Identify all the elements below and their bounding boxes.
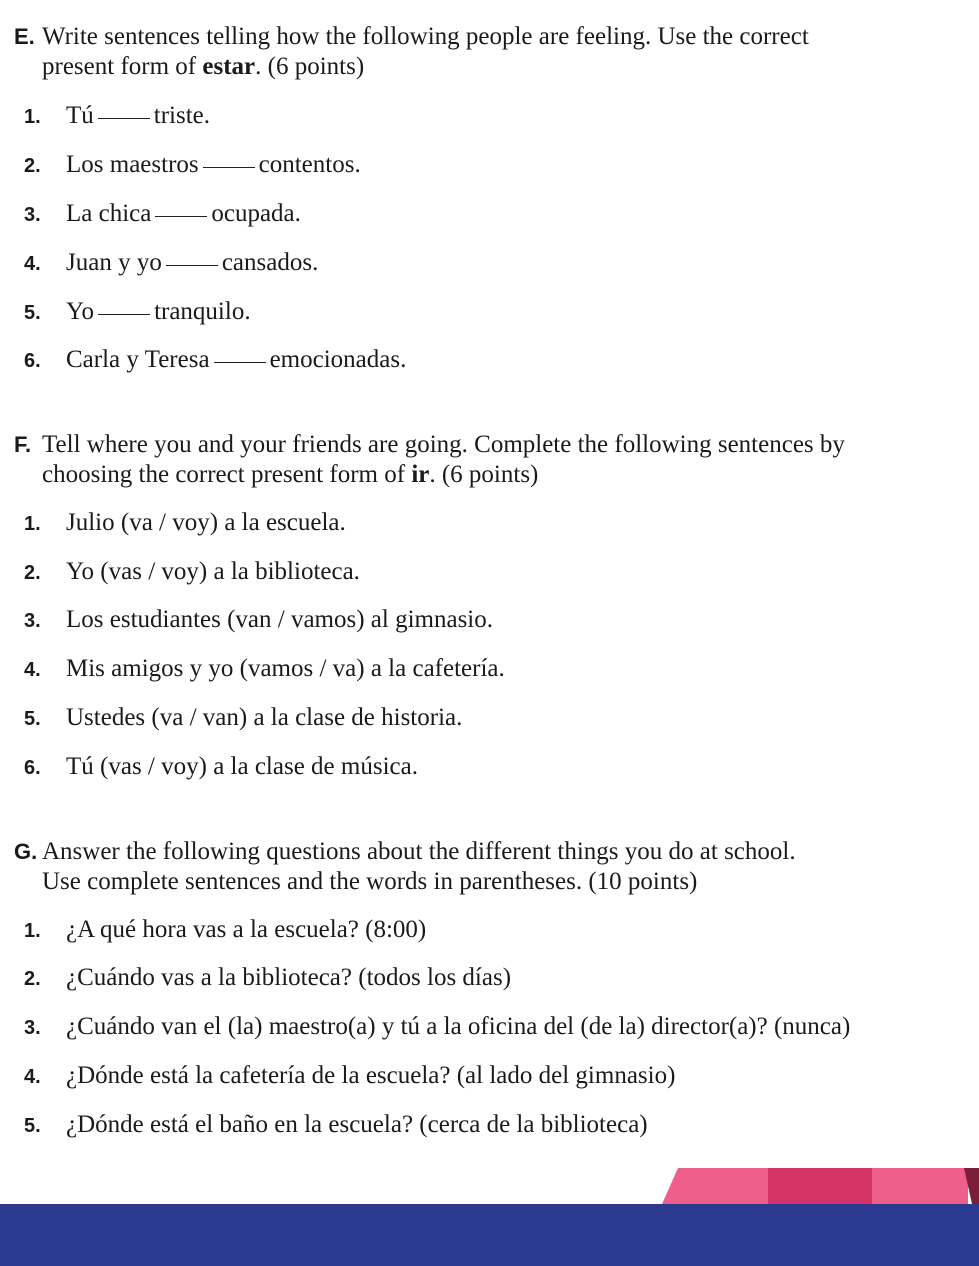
item-number: 5. [24, 1115, 41, 1137]
item-number: 6. [24, 350, 41, 372]
section-e-item [24, 345, 406, 376]
item-subject: Tú [66, 102, 94, 129]
item-number: 4. [24, 659, 41, 681]
item-adjective: cansados. [221, 249, 319, 276]
section-e-line1: Write sentences telling how the following people are feeling. Use the correct [42, 23, 809, 50]
item-text: Ustedes (va / van) a la clase de historia. [66, 704, 463, 731]
item-number: 6. [24, 757, 41, 779]
item-number: 5. [24, 302, 41, 324]
section-e-line2-post: . (6 points) [255, 53, 365, 80]
section-f-letter: F. [14, 432, 32, 457]
section-g-item [24, 1110, 648, 1141]
answer-blank[interactable] [166, 264, 218, 266]
item-adjective: triste. [153, 102, 211, 129]
item-text: ¿Cuándo vas a la biblioteca? (todos los días) [66, 964, 512, 991]
item-adjective: emocionadas. [269, 346, 407, 373]
item-subject: Yo [66, 298, 95, 325]
footer-tab-crimson [768, 1168, 872, 1204]
item-text: ¿Dónde está la cafetería de la escuela? (al lado del gimnasio) [66, 1062, 676, 1089]
section-g-item [24, 1061, 675, 1092]
item-adjective: contentos. [258, 151, 361, 178]
section-e-line2-pre: present form of [42, 53, 203, 80]
section-e-verb: estar [202, 53, 256, 80]
section-g-instructions [14, 837, 796, 897]
item-subject: La chica [66, 200, 152, 227]
item-number: 4. [24, 253, 41, 275]
section-g-letter: G. [14, 839, 38, 864]
item-text: Julio (va / voy) a la escuela. [66, 509, 346, 536]
footer-tab-pink-left [662, 1168, 768, 1204]
section-g-item [24, 915, 426, 946]
section-f-item [24, 654, 505, 685]
item-subject: Juan y yo [66, 249, 162, 276]
section-f-line2-post: . (6 points) [429, 461, 539, 488]
section-f-line2-pre: choosing the correct present form of [42, 461, 412, 488]
item-text: ¿Dónde está el baño en la escuela? (cerca de la biblioteca) [66, 1111, 648, 1138]
item-subject: Los maestros [66, 151, 199, 178]
item-text: Tú (vas / voy) a la clase de música. [66, 753, 418, 780]
section-g-item [24, 1012, 850, 1043]
item-number: 4. [24, 1066, 41, 1088]
section-f-instructions [14, 430, 845, 490]
item-number: 2. [24, 562, 41, 584]
footer-navy-bar [0, 1204, 979, 1266]
item-number: 1. [24, 920, 41, 942]
section-f-item [24, 605, 493, 636]
item-number: 2. [24, 155, 41, 177]
item-subject: Carla y Teresa [66, 346, 210, 373]
section-e-item [24, 101, 210, 132]
footer-decoration [0, 1166, 979, 1266]
section-f-item [24, 703, 462, 734]
item-number: 3. [24, 204, 41, 226]
item-number: 3. [24, 1017, 41, 1039]
item-number: 1. [24, 106, 41, 128]
answer-blank[interactable] [98, 117, 150, 119]
item-adjective: ocupada. [211, 200, 301, 227]
section-f-item [24, 557, 360, 588]
answer-blank[interactable] [98, 313, 150, 315]
footer-tab-pink-right [872, 1168, 968, 1204]
item-text: Yo (vas / voy) a la biblioteca. [66, 558, 360, 585]
section-e-item [24, 150, 361, 181]
item-number: 1. [24, 513, 41, 535]
item-number: 3. [24, 610, 41, 632]
item-text: Mis amigos y yo (vamos / va) a la cafetería. [66, 655, 505, 682]
item-text: Los estudiantes (van / vamos) al gimnasio. [66, 606, 494, 633]
section-f-verb: ir [411, 461, 430, 488]
section-e-item [24, 297, 251, 328]
section-e-item [24, 199, 301, 230]
section-f-item [24, 508, 346, 539]
item-text: ¿Cuándo van el (la) maestro(a) y tú a la oficina del (de la) director(a)? (nunca) [66, 1013, 851, 1040]
section-g-line2: Use complete sentences and the words in parentheses. (10 points) [42, 868, 698, 895]
section-f-item [24, 752, 418, 783]
section-g-line1: Answer the following questions about the different things you do at school. [42, 838, 796, 865]
answer-blank[interactable] [214, 361, 266, 363]
answer-blank[interactable] [155, 215, 207, 217]
item-text: ¿A qué hora vas a la escuela? (8:00) [66, 916, 427, 943]
section-f-line1: Tell where you and your friends are going. Complete the following sentences by [42, 431, 845, 458]
section-e-letter: E. [14, 24, 35, 49]
answer-blank[interactable] [203, 166, 255, 168]
section-e-item [24, 248, 318, 279]
item-number: 5. [24, 708, 41, 730]
section-g-item [24, 963, 511, 994]
item-adjective: tranquilo. [154, 298, 251, 325]
item-number: 2. [24, 968, 41, 990]
section-e-instructions [14, 22, 809, 82]
